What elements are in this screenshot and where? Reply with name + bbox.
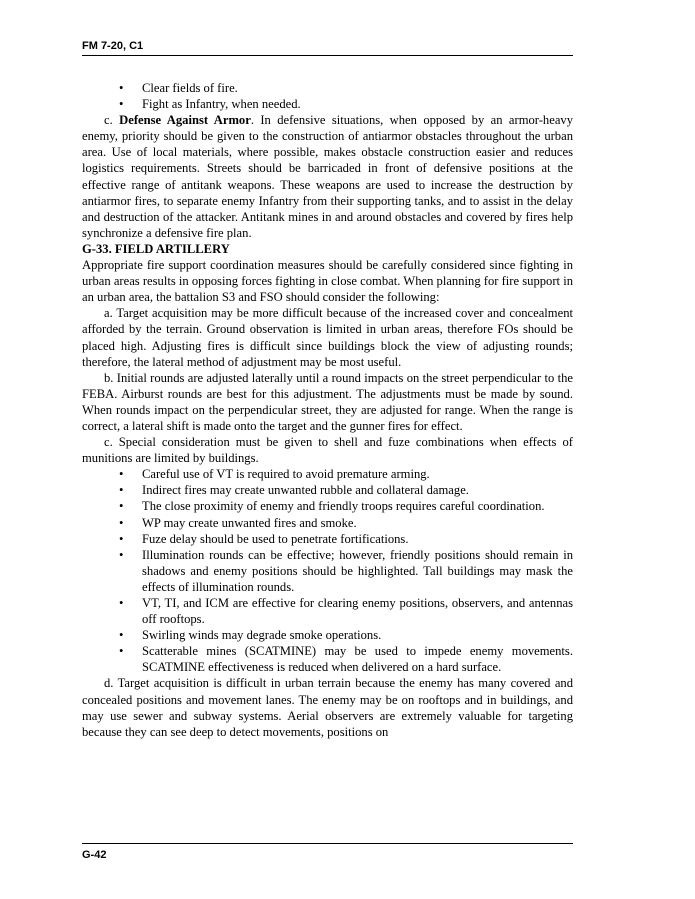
list-item: • Scatterable mines (SCATMINE) may be used to impede enemy movements. SCATMINE effectiveness is reduced when delivered on a hard surface. <box>119 644 573 675</box>
bullet-icon: • <box>119 81 124 95</box>
list-item: • Fuze delay should be used to penetrate fortifications. <box>119 531 409 546</box>
bullet-icon: • <box>119 97 124 112</box>
list-item: • Careful use of VT is required to avoid premature arming. <box>119 467 430 482</box>
list-item: • Clear fields of fire. <box>119 81 238 95</box>
list-item: • Swirling winds may degrade smoke operations. <box>119 628 382 643</box>
paragraph-b: b. Initial rounds are adjusted laterally until a round impacts on the street perpendicular to the FEBA. Airburst rounds are best for this adjustment. The adjustments must be made by sound. When rounds impact on the perpendicular street, they are adjusted for range. When the range is correct, a lateral shift is made onto the target and the gunner fires for effect. <box>82 370 573 433</box>
page-content <box>82 80 573 740</box>
list-item: • The close proximity of enemy and friendly troops requires careful coordination. <box>119 499 545 514</box>
list-item: • WP may create unwanted fires and smoke. <box>119 515 357 530</box>
paragraph-title: Defense Against Armor <box>119 113 251 128</box>
paragraph-c: c. Special consideration must be given to shell and fuze combinations when effects of munitions are limited by buildings. <box>82 435 573 466</box>
top-bullet-list <box>82 80 573 112</box>
bullet-icon: • <box>119 531 124 546</box>
list-item: • VT, TI, and ICM are effective for clearing enemy positions, observers, and antennas off rooftops. <box>119 596 573 627</box>
footer-page-number: G-42 <box>82 849 107 861</box>
header-rule <box>82 55 573 56</box>
section-title: G-33. FIELD ARTILLERY <box>82 241 230 256</box>
paragraph-defense-against-armor: c. Defense Against Armor. In defensive situations, when opposed by an armor-heavy enemy, priority should be given to the construction of antiarmor obstacles throughout the urban area. Use of local materials, where possible, makes obstacle construction easier and reduces logistics requirements. Streets should be barricaded in front of defensive positions at the effective range of antitank weapons. These weapons are used to increase the destruction by antiarmor fires, to separate enemy Infantry from their supporting tanks, and to assist in the delay and destruction of the attacker. Antitank mines in and around obstacles and covered by fires help synchronize a defensive fire plan. <box>82 113 574 240</box>
list-item: • Fight as Infantry, when needed. <box>119 97 301 112</box>
header-doc-id: FM 7-20, C1 <box>82 40 144 52</box>
bullet-icon: • <box>119 483 124 498</box>
bullet-icon: • <box>119 644 124 659</box>
munitions-bullet-list <box>82 466 573 675</box>
paragraph-d: d. Target acquisition is difficult in urban terrain because the enemy has many covered and concealed positions and movement lanes. The enemy may be on rooftops and in buildings, and may use sewer and subway systems. Aerial observers are extremely valuable for targeting because they can see deep to detect movements, positions on <box>82 676 573 739</box>
bullet-icon: • <box>119 547 124 562</box>
bullet-icon: • <box>119 499 124 514</box>
bullet-icon: • <box>119 628 124 643</box>
list-item: • Illumination rounds can be effective; however, friendly positions should remain in shadows and enemy positions should be highlighted. Tall buildings may mask the effects of illumination rounds. <box>119 547 573 594</box>
paragraph-a: a. Target acquisition may be more difficult because of the increased cover and concealment afforded by the terrain. Ground observation is limited in urban areas, therefore FOs should be placed high. Adjusting fires is difficult since buildings block the view of adjusting rounds; therefore, the lateral method of adjustment may be most useful. <box>82 306 573 369</box>
footer-rule <box>82 843 573 844</box>
section-intro: Appropriate fire support coordination measures should be carefully considered since fighting in urban areas results in opposing forces fighting in close combat. When planning for fire support in an urban area, the battalion S3 and FSO should consider the following: <box>82 258 573 305</box>
bullet-icon: • <box>119 515 124 530</box>
bullet-icon: • <box>119 467 124 482</box>
list-item: • Indirect fires may create unwanted rubble and collateral damage. <box>119 483 469 498</box>
bullet-icon: • <box>119 596 124 610</box>
